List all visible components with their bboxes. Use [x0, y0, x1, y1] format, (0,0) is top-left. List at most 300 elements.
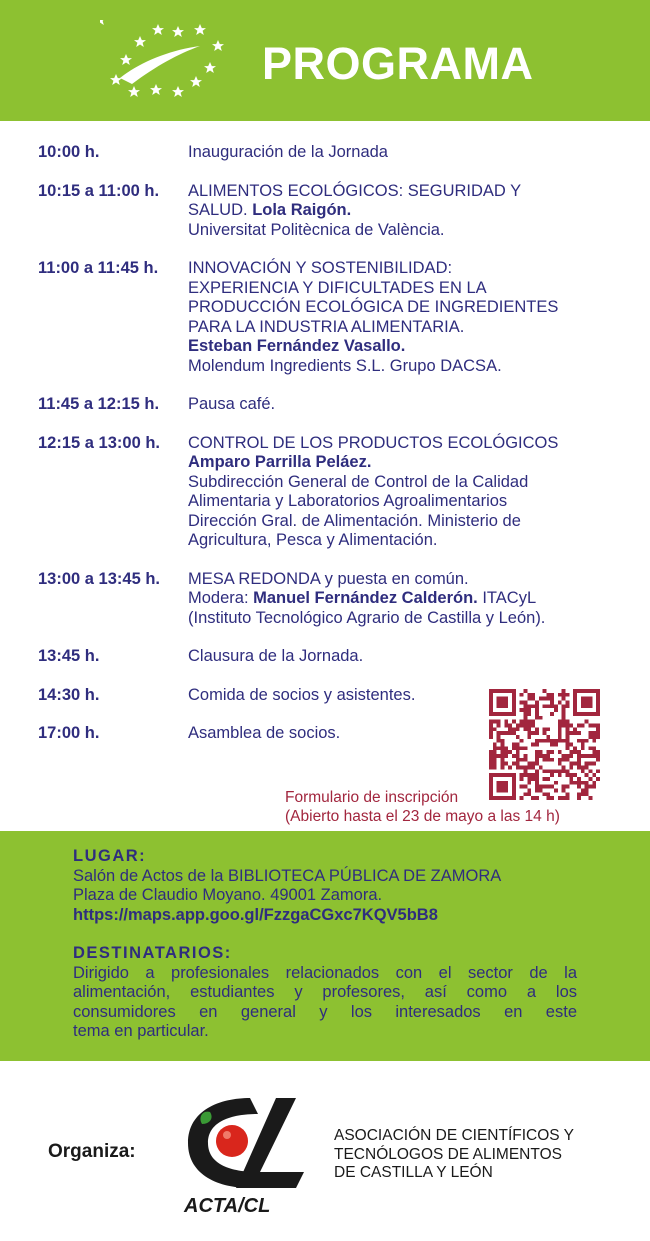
spacer [73, 925, 577, 944]
qr-module [589, 754, 593, 758]
qr-module [523, 754, 527, 758]
schedule-row [38, 182, 628, 241]
qr-module [546, 750, 550, 754]
qr-module [508, 727, 512, 731]
qr-module [558, 720, 562, 724]
qr-module [569, 773, 573, 777]
qr-module [531, 693, 535, 697]
qr-module [493, 750, 497, 754]
qr-module [535, 716, 539, 720]
qr-module [589, 735, 593, 739]
qr-module [581, 739, 585, 743]
qr-module [577, 754, 581, 758]
qr-module [543, 697, 547, 701]
qr-module [558, 758, 562, 762]
qr-module [581, 792, 585, 796]
qr-module [589, 746, 593, 750]
qr-module [585, 766, 589, 770]
qr-module [535, 712, 539, 716]
lugar-venue: Salón de Actos de la BIBLIOTECA PÚBLICA DE ZAMORA [73, 866, 502, 885]
qr-module [596, 723, 600, 727]
page-title: PROGRAMA [262, 38, 534, 89]
qr-module [558, 773, 562, 777]
qr-module [489, 723, 493, 727]
qr-module [581, 769, 585, 773]
qr-module [516, 735, 520, 739]
qr-module [550, 693, 554, 697]
qr-module [516, 727, 520, 731]
qr-module [543, 704, 547, 708]
qr-module [585, 781, 589, 785]
qr-module [523, 723, 527, 727]
qr-module [535, 708, 539, 712]
qr-module [592, 739, 596, 743]
qr-module [585, 762, 589, 766]
qr-module [554, 769, 558, 773]
qr-module [523, 712, 527, 716]
qr-module [592, 754, 596, 758]
schedule-line: Pausa café. [188, 395, 276, 413]
qr-module [489, 731, 493, 735]
qr-module [527, 693, 531, 697]
qr-module [562, 704, 566, 708]
speaker-affiliation: Dirección Gral. de Alimentación. Ministerio de [188, 511, 521, 530]
schedule-line: Asamblea de socios. [188, 724, 341, 742]
qr-module [581, 743, 585, 747]
qr-module [500, 746, 504, 750]
qr-module [489, 762, 493, 766]
qr-module [581, 766, 585, 770]
qr-module [546, 704, 550, 708]
organizer-name [334, 1127, 574, 1183]
qr-module [581, 789, 585, 793]
qr-module [504, 754, 508, 758]
qr-module [566, 754, 570, 758]
qr-module [562, 712, 566, 716]
qr-module [566, 746, 570, 750]
qr-module [566, 723, 570, 727]
qr-module [554, 781, 558, 785]
qr-module [569, 754, 573, 758]
qr-module [596, 754, 600, 758]
qr-module [512, 746, 516, 750]
qr-module [581, 781, 585, 785]
qr-module [489, 720, 493, 724]
qr-module [566, 769, 570, 773]
qr-module [543, 689, 547, 693]
schedule-description [188, 143, 628, 163]
qr-module [558, 700, 562, 704]
qr-module [589, 723, 593, 727]
qr-module [550, 743, 554, 747]
qr-module [585, 792, 589, 796]
qr-module [550, 769, 554, 773]
qr-module [497, 731, 501, 735]
qr-module [562, 708, 566, 712]
qr-module [500, 750, 504, 754]
qr-module [531, 704, 535, 708]
qr-module [581, 754, 585, 758]
moderator-name: Manuel Fernández Calderón. [253, 589, 478, 607]
qr-module [531, 762, 535, 766]
qr-module [566, 720, 570, 724]
qr-module [569, 777, 573, 781]
qr-module [558, 735, 562, 739]
schedule-row [38, 570, 628, 629]
qr-module [596, 758, 600, 762]
destinatarios-text: consumidores en general y los interesados en este [73, 1002, 577, 1021]
qr-module [489, 735, 493, 739]
schedule-time: 14:30 h. [38, 685, 100, 704]
header-band [0, 0, 650, 121]
qr-module [539, 716, 543, 720]
qr-module [596, 735, 600, 739]
qr-module [527, 720, 531, 724]
schedule-line: PRODUCCIÓN ECOLÓGICA DE INGREDIENTES [188, 298, 559, 316]
schedule-line: ALIMENTOS ECOLÓGICOS: SEGURIDAD Y [188, 181, 522, 200]
qr-module [535, 739, 539, 743]
qr-module [527, 697, 531, 701]
qr-module [493, 766, 497, 770]
qr-module [577, 796, 581, 800]
qr-module [558, 739, 562, 743]
qr-module [520, 693, 524, 697]
qr-module [543, 754, 547, 758]
qr-module [493, 754, 497, 758]
qr-module [566, 758, 570, 762]
qr-module [585, 785, 589, 789]
organizer-line: ASOCIACIÓN DE CIENTÍFICOS Y [334, 1127, 575, 1144]
qr-module [493, 727, 497, 731]
registration-deadline: (Abierto hasta el 23 de mayo a las 14 h) [285, 808, 560, 825]
qr-module [596, 777, 600, 781]
qr-module [573, 746, 577, 750]
schedule-line: EXPERIENCIA Y DIFICULTADES EN LA [188, 278, 487, 297]
speaker-affiliation: Molendum Ingredients S.L. Grupo DACSA. [188, 356, 502, 375]
qr-module [592, 746, 596, 750]
destinatarios-text: tema en particular. [73, 1022, 209, 1040]
qr-module [562, 758, 566, 762]
qr-module [527, 708, 531, 712]
qr-module [566, 693, 570, 697]
qr-module [512, 762, 516, 766]
qr-module [535, 781, 539, 785]
qr-module [520, 777, 524, 781]
qr-module [573, 731, 577, 735]
qr-module [489, 727, 493, 731]
destinatarios-text: Dirigido a profesionales relacionados con el sector de la [73, 963, 577, 982]
qr-module [543, 739, 547, 743]
qr-module [535, 731, 539, 735]
qr-module [527, 731, 531, 735]
schedule-text: ITACyL [477, 589, 537, 607]
qr-module [546, 769, 550, 773]
qr-module [573, 762, 577, 766]
map-link[interactable]: https://maps.app.goo.gl/FzzgaCGxc7KQV5bB8 [73, 905, 438, 924]
qr-module [531, 731, 535, 735]
qr-module [504, 750, 508, 754]
speaker-affiliation: (Instituto Tecnológico Agrario de Castilla y León). [188, 608, 546, 627]
qr-module [566, 727, 570, 731]
schedule-line: Comida de socios y asistentes. [188, 685, 416, 704]
schedule-description [188, 259, 628, 376]
qr-module [497, 754, 501, 758]
qr-module [562, 697, 566, 701]
qr-module [512, 743, 516, 747]
organizer-line: DE CASTILLA Y LEÓN [334, 1164, 493, 1181]
speaker-affiliation: Universitat Politècnica de València. [188, 220, 445, 239]
destinatarios-heading: DESTINATARIOS: [73, 944, 232, 962]
qr-module [520, 700, 524, 704]
schedule-row [38, 259, 628, 376]
qr-module [569, 766, 573, 770]
qr-module [550, 773, 554, 777]
qr-module [569, 781, 573, 785]
qr-module [566, 773, 570, 777]
qr-module [566, 731, 570, 735]
qr-module [562, 785, 566, 789]
qr-module [535, 769, 539, 773]
qr-module [504, 723, 508, 727]
registration-form-link[interactable] [285, 788, 560, 826]
speaker-affiliation: Alimentaria y Laboratorios Agroalimentarios [188, 492, 508, 510]
qr-module [523, 716, 527, 720]
qr-module [554, 704, 558, 708]
qr-module [550, 758, 554, 762]
lugar-heading: LUGAR: [73, 847, 147, 865]
qr-module [585, 754, 589, 758]
qr-module [520, 720, 524, 724]
qr-module [562, 796, 566, 800]
qr-module [589, 796, 593, 800]
info-section [73, 847, 577, 1042]
qr-module [500, 758, 504, 762]
qr-module [523, 758, 527, 762]
qr-module [508, 750, 512, 754]
qr-module [523, 720, 527, 724]
schedule-time: 13:00 a 13:45 h. [38, 569, 160, 588]
qr-module [558, 727, 562, 731]
qr-module [589, 777, 593, 781]
qr-module [596, 731, 600, 735]
schedule-list [38, 143, 628, 763]
schedule-time: 11:45 a 12:15 h. [38, 395, 160, 413]
qr-module [577, 723, 581, 727]
qr-module [566, 792, 570, 796]
qr-module [543, 727, 547, 731]
qr-module [592, 750, 596, 754]
qr-module [566, 796, 570, 800]
qr-module [531, 697, 535, 701]
qr-module [589, 731, 593, 735]
qr-module [558, 693, 562, 697]
schedule-line: MESA REDONDA y puesta en común. [188, 569, 469, 588]
qr-module [550, 697, 554, 701]
qr-code-icon[interactable] [489, 689, 600, 800]
qr-module [573, 773, 577, 777]
qr-module [577, 762, 581, 766]
qr-module [562, 769, 566, 773]
qr-module [592, 773, 596, 777]
schedule-line: PARA LA INDUSTRIA ALIMENTARIA. [188, 317, 465, 336]
schedule-line: Clausura de la Jornada. [188, 647, 364, 665]
lugar-address: Plaza de Claudio Moyano. 49001 Zamora. [73, 886, 383, 904]
qr-module [527, 727, 531, 731]
qr-module [550, 712, 554, 716]
qr-module [520, 758, 524, 762]
schedule-line: CONTROL DE LOS PRODUCTOS ECOLÓGICOS [188, 433, 559, 452]
qr-module [493, 746, 497, 750]
qr-module [562, 789, 566, 793]
qr-module [508, 723, 512, 727]
qr-module [531, 773, 535, 777]
schedule-line: INNOVACIÓN Y SOSTENIBILIDAD: [188, 259, 453, 277]
qr-module [592, 723, 596, 727]
qr-module [573, 781, 577, 785]
qr-module [523, 773, 527, 777]
qr-module [569, 731, 573, 735]
qr-module [527, 723, 531, 727]
qr-module [596, 727, 600, 731]
qr-module [589, 769, 593, 773]
qr-module [527, 773, 531, 777]
organiza-label: Organiza: [48, 1141, 136, 1162]
qr-module [558, 769, 562, 773]
qr-module [562, 754, 566, 758]
qr-module [543, 777, 547, 781]
qr-module [527, 781, 531, 785]
qr-module [531, 720, 535, 724]
qr-module [569, 743, 573, 747]
qr-module [550, 739, 554, 743]
qr-module [493, 758, 497, 762]
schedule-line [188, 589, 628, 609]
schedule-text: SALUD. [188, 201, 253, 219]
qr-module [539, 750, 543, 754]
qr-module [554, 708, 558, 712]
qr-module [596, 769, 600, 773]
qr-module [493, 743, 497, 747]
qr-module [520, 723, 524, 727]
acta-cl-logo-icon [180, 1088, 310, 1218]
qr-module [497, 723, 501, 727]
schedule-description [188, 647, 628, 667]
qr-module [585, 720, 589, 724]
qr-module [527, 712, 531, 716]
qr-module [573, 750, 577, 754]
speaker-affiliation: Agricultura, Pesca y Alimentación. [188, 531, 438, 549]
qr-module [489, 766, 493, 770]
qr-module [523, 700, 527, 704]
schedule-time: 17:00 h. [38, 724, 100, 742]
schedule-text: Modera: [188, 589, 254, 607]
qr-module [520, 739, 524, 743]
qr-module [523, 727, 527, 731]
qr-module [508, 731, 512, 735]
qr-module [516, 746, 520, 750]
qr-module [550, 750, 554, 754]
qr-module [535, 743, 539, 747]
qr-module [527, 704, 531, 708]
qr-module [543, 758, 547, 762]
qr-module [497, 739, 501, 743]
qr-module [566, 743, 570, 747]
qr-module [539, 754, 543, 758]
qr-module [523, 704, 527, 708]
qr-module [516, 758, 520, 762]
qr-module [585, 789, 589, 793]
qr-module [527, 735, 531, 739]
acta-logo-text: ACTA/CL [184, 1195, 271, 1217]
qr-module [504, 746, 508, 750]
qr-module [562, 689, 566, 693]
qr-module [592, 731, 596, 735]
qr-module [500, 739, 504, 743]
schedule-line [188, 201, 628, 221]
qr-module [554, 739, 558, 743]
qr-module [562, 720, 566, 724]
qr-module [592, 785, 596, 789]
qr-module [516, 762, 520, 766]
schedule-line: Inauguración de la Jornada [188, 143, 388, 161]
qr-module [500, 743, 504, 747]
qr-module [566, 739, 570, 743]
qr-module [531, 743, 535, 747]
qr-module [546, 777, 550, 781]
schedule-row [38, 434, 628, 551]
qr-module [546, 693, 550, 697]
qr-module [546, 735, 550, 739]
qr-module [581, 746, 585, 750]
qr-module [573, 727, 577, 731]
qr-module [558, 731, 562, 735]
qr-module [569, 750, 573, 754]
qr-module [566, 735, 570, 739]
qr-module [527, 762, 531, 766]
qr-module [592, 762, 596, 766]
qr-module [497, 735, 501, 739]
qr-module [516, 723, 520, 727]
qr-module [585, 773, 589, 777]
qr-module [535, 773, 539, 777]
schedule-row [38, 647, 628, 667]
qr-module [546, 739, 550, 743]
qr-module [504, 731, 508, 735]
qr-module [550, 704, 554, 708]
qr-module [512, 727, 516, 731]
qr-module [550, 700, 554, 704]
qr-module [520, 766, 524, 770]
qr-module [512, 720, 516, 724]
qr-module [535, 777, 539, 781]
qr-module [497, 746, 501, 750]
qr-module [539, 697, 543, 701]
qr-module [543, 731, 547, 735]
qr-module [523, 746, 527, 750]
qr-module [562, 716, 566, 720]
qr-module [566, 700, 570, 704]
qr-module [562, 739, 566, 743]
qr-module [535, 758, 539, 762]
qr-module [569, 762, 573, 766]
qr-module [500, 731, 504, 735]
registration-label: Formulario de inscripción [285, 789, 459, 806]
qr-module [508, 766, 512, 770]
qr-module [520, 773, 524, 777]
qr-module [489, 754, 493, 758]
qr-module [589, 785, 593, 789]
schedule-description [188, 434, 628, 551]
